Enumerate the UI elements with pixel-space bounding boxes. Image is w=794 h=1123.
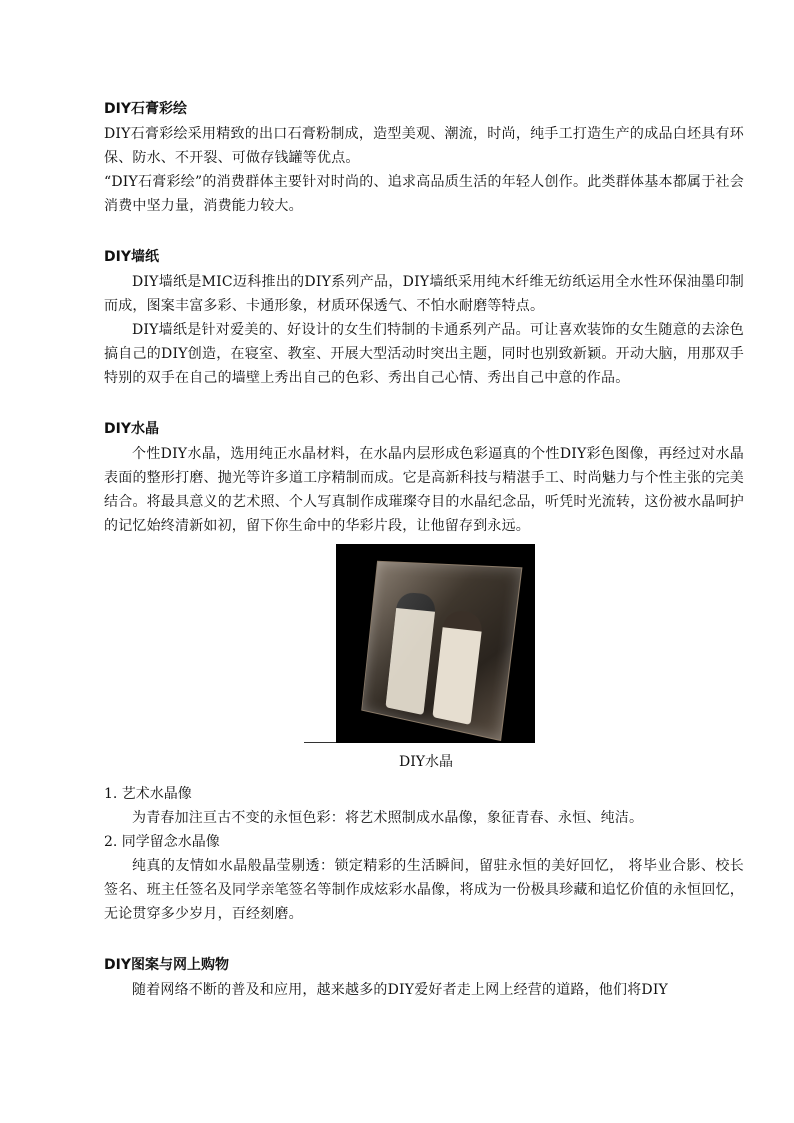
list-item-text: 为青春加注亘古不变的永恒色彩：将艺术照制成水晶像，象征青春、永恒、纯洁。 xyxy=(132,810,644,826)
figure-caption: DIY水晶 xyxy=(399,754,453,770)
section-heading-plaster: DIY石膏彩绘 xyxy=(104,101,187,117)
section-heading-wallpaper: DIY墙纸 xyxy=(104,249,159,265)
paragraph: DIY墙纸是针对爱美的、好设计的女生们特制的卡通系列产品。可让喜欢装饰的女生随意的去涂色搞自己的DIY创造，在寝室、教室、开展大型活动时突出主题，同时也别致新颖。开动大脑，用那双手特别的双手在自己的墙壁上秀出自己的色彩、秀出自己心情、秀出自己中意的作品。 xyxy=(104,322,744,386)
crystal-block xyxy=(361,561,522,741)
list-item-title: 2. 同学留念水晶像 xyxy=(104,834,220,850)
section-gap xyxy=(104,390,744,416)
section-heading-online-shopping: DIY图案与网上购物 xyxy=(104,957,229,973)
crystal-shine xyxy=(362,562,521,740)
section-gap xyxy=(104,218,744,244)
figure-rule xyxy=(304,742,336,743)
paragraph: 个性DIY水晶，选用纯正水晶材料，在水晶内层形成色彩逼真的个性DIY彩色图像，再经过对水晶表面的整形打磨、抛光等许多道工序精制而成。它是高新科技与精湛手工、时尚魅力与个性主张的完美结合。将最具意义的艺术照、个人写真制作成璀璨夺目的水晶纪念品，听凭时光流转，这份被水晶呵护的记忆始终清新如初，留下你生命中的华彩片段，让他留存到永远。 xyxy=(104,446,744,534)
document-page xyxy=(104,96,744,1002)
crystal-figure xyxy=(104,544,744,782)
section-gap xyxy=(104,926,744,952)
crystal-photo-image xyxy=(336,544,535,743)
list-item-text: 纯真的友情如水晶般晶莹剔透：锁定精彩的生活瞬间，留驻永恒的美好回忆， 将毕业合影、校长签名、班主任签名及同学亲笔签名等制作成炫彩水晶像，将成为一份极具珍藏和追忆价值的永恒回忆，无论贯穿多少岁月，百经刻磨。 xyxy=(104,858,744,922)
paragraph: DIY石膏彩绘采用精致的出口石膏粉制成，造型美观、潮流，时尚，纯手工打造生产的成品白坯具有环保、防水、不开裂、可做存钱罐等优点。 xyxy=(104,126,744,166)
paragraph: DIY墙纸是MIC迈科推出的DIY系列产品，DIY墙纸采用纯木纤维无纺纸运用全水性环保油墨印制而成，图案丰富多彩、卡通形象，材质环保透气、不怕水耐磨等特点。 xyxy=(104,274,744,314)
section-heading-crystal: DIY水晶 xyxy=(104,421,159,437)
paragraph: 随着网络不断的普及和应用，越来越多的DIY爱好者走上网上经营的道路，他们将DIY xyxy=(132,982,668,998)
paragraph: “DIY石膏彩绘”的消费群体主要针对时尚的、追求高品质生活的年轻人创作。此类群体基本都属于社会消费中坚力量，消费能力较大。 xyxy=(104,174,744,214)
list-item-title: 1. 艺术水晶像 xyxy=(104,786,192,802)
